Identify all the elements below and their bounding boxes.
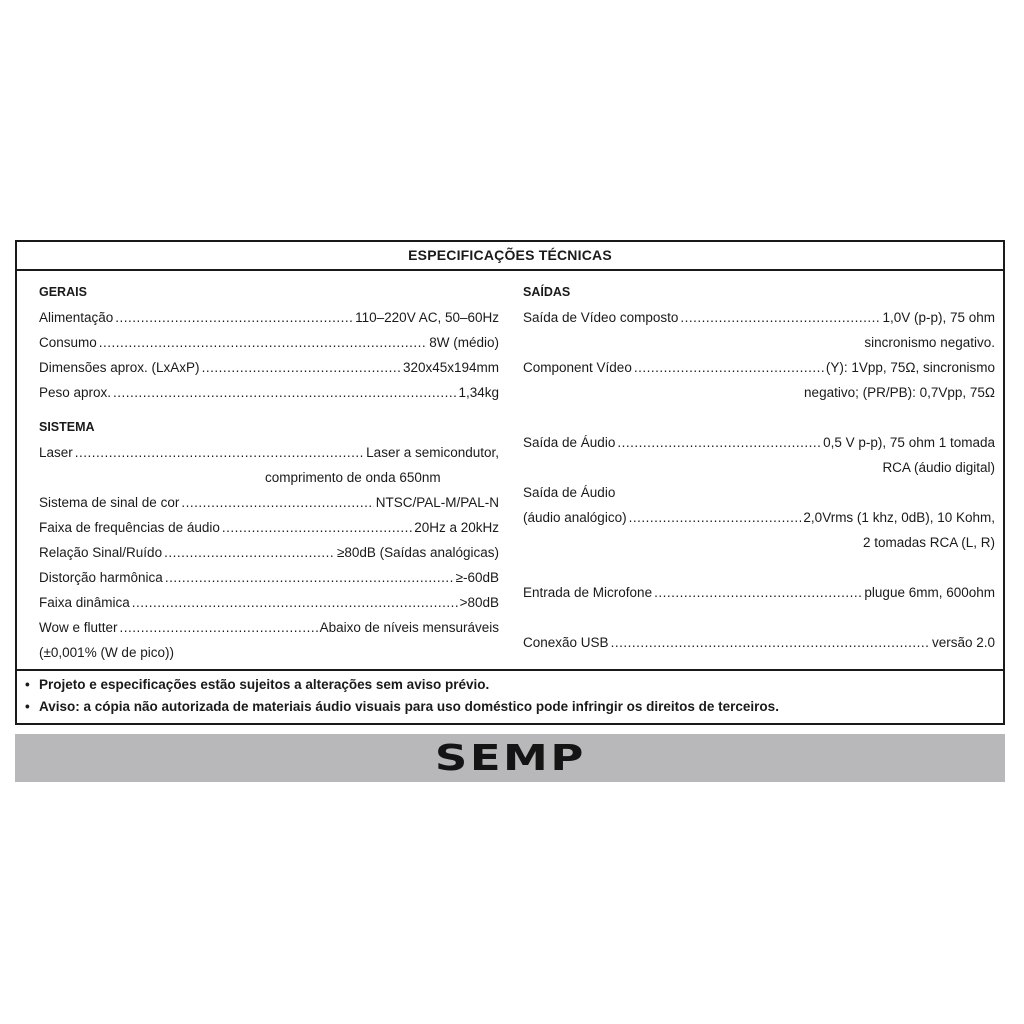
spec-row-audio-analogico: (áudio analógico) ..... 2,0Vrms (1 khz, 0dB), 10 Kohm, — [523, 505, 995, 530]
notes — [25, 674, 779, 718]
section-gerais-title: GERAIS — [39, 285, 87, 299]
spec-row-microfone: Entrada de Microfone ..... plugue 6mm, 600ohm — [523, 580, 995, 605]
spec-row-audio-analogico-cont: 2 tomadas RCA (L, R) — [862, 535, 995, 550]
spec-row-distorcao: Distorção harmônica ..... ≥-60dB — [39, 565, 499, 590]
spec-row-faixa-audio: Faixa de frequências de áudio ..... 20Hz a 20kHz — [39, 515, 499, 540]
spec-row-laser: Laser ..... Laser a semicondutor, — [39, 440, 499, 465]
section-saidas-title: SAÍDAS — [523, 285, 571, 299]
note-item: • Aviso: a cópia não autorizada de materiais áudio visuais para uso doméstico pode infringir os direitos de terceiros. — [25, 696, 779, 718]
spec-row-sinal-cor: Sistema de sinal de cor ..... NTSC/PAL-M/PAL-N — [39, 490, 499, 515]
bullet-icon: • — [25, 677, 30, 692]
bullet-icon: • — [25, 699, 30, 714]
spec-title: ESPECIFICAÇÕES TÉCNICAS — [17, 242, 1003, 271]
spec-row-consumo: Consumo ..... 8W (médio) — [39, 330, 499, 355]
brand-bar — [15, 734, 1005, 782]
spec-table — [15, 240, 1005, 725]
spec-row-usb: Conexão USB ..... versão 2.0 — [523, 630, 995, 655]
spec-row-audio-analogico-label: Saída de Áudio — [523, 485, 616, 500]
section-sistema-title: SISTEMA — [39, 420, 95, 434]
spec-row-component: Component Vídeo ..... (Y): 1Vpp, 75Ω, sincronismo — [523, 355, 995, 380]
spec-row-audio-digital: Saída de Áudio ..... 0,5 V p-p), 75 ohm 1 tomada — [523, 430, 995, 455]
spec-row-component-cont: negativo; (PR/PB): 0,7Vpp, 75Ω — [804, 385, 995, 400]
spec-row-alimentacao: Alimentação ..... 110–220V AC, 50–60Hz — [39, 305, 499, 330]
spec-row-audio-digital-cont: RCA (áudio digital) — [882, 460, 995, 475]
right-column — [523, 280, 995, 655]
spec-row-sinal-ruido: Relação Sinal/Ruído ..... ≥80dB (Saídas analógicas) — [39, 540, 499, 565]
spec-row-laser-cont: comprimento de onda 650nm — [265, 470, 441, 485]
spec-row-dimensoes: Dimensões aprox. (LxAxP) ..... 320x45x194mm — [39, 355, 499, 380]
note-item: • Projeto e especificações estão sujeitos a alterações sem aviso prévio. — [25, 674, 779, 696]
spec-row-faixa-dinamica: Faixa dinâmica ..... >80dB — [39, 590, 499, 615]
left-column — [39, 280, 499, 665]
spec-row-wow-cont: (±0,001% (W de pico)) — [39, 645, 174, 660]
spec-row-wow: Wow e flutter ..... Abaixo de níveis mensuráveis — [39, 615, 499, 640]
notes-divider — [17, 669, 1003, 671]
spec-row-peso: Peso aprox. ..... 1,34kg — [39, 380, 499, 405]
spec-row-video-composto-cont: sincronismo negativo. — [864, 335, 995, 350]
brand-logo: SEMP — [434, 738, 586, 779]
spec-row-video-composto: Saída de Vídeo composto ..... 1,0V (p-p), 75 ohm — [523, 305, 995, 330]
